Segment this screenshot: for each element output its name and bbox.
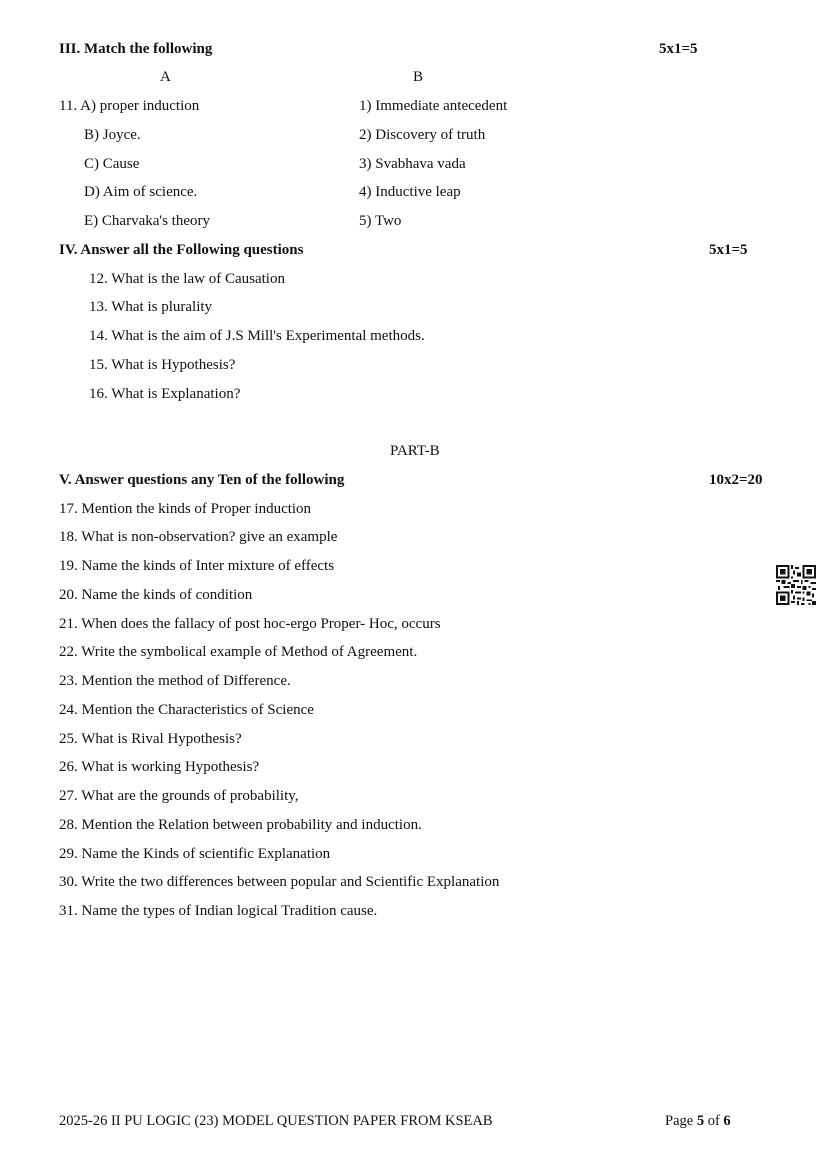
section-4-marks: 5x1=5 [709, 242, 748, 258]
section-3-marks: 5x1=5 [659, 41, 698, 57]
question-item: 24. Mention the Characteristics of Science [59, 702, 314, 718]
question-item: 31. Name the types of Indian logical Tradition cause. [59, 903, 378, 919]
match-item-b: 3) Svabhava vada [359, 156, 466, 172]
question-item: 25. What is Rival Hypothesis? [59, 731, 242, 747]
question-item: 27. What are the grounds of probability, [59, 788, 299, 804]
question-item: 19. Name the kinds of Inter mixture of effects [59, 558, 335, 574]
question-item: 23. Mention the method of Difference. [59, 673, 291, 689]
footer-page-number [665, 1112, 731, 1130]
footer-current-page: 5 [696, 1113, 705, 1129]
column-b-header: B [413, 69, 424, 85]
footer-page-word: Page [665, 1113, 694, 1129]
question-item: 12. What is the law of Causation [89, 271, 285, 287]
question-item: 21. When does the fallacy of post hoc-ergo Proper- Hoc, occurs [59, 616, 441, 632]
match-item-a: 11. A) proper induction [59, 98, 200, 114]
match-item-b: 5) Two [359, 213, 402, 229]
match-item-b: 4) Inductive leap [359, 184, 461, 200]
section-5-marks: 10x2=20 [709, 472, 763, 488]
footer-paper-title: 2025-26 II PU LOGIC (23) MODEL QUESTION PAPER FROM KSEAB [59, 1113, 493, 1129]
qr-code-icon [776, 565, 816, 605]
question-item: 13. What is plurality [89, 299, 213, 315]
question-item: 17. Mention the kinds of Proper induction [59, 501, 312, 517]
section-3-heading: III. Match the following [59, 41, 213, 57]
match-item-b: 2) Discovery of truth [359, 127, 486, 143]
question-item: 14. What is the aim of J.S Mill's Experimental methods. [89, 328, 425, 344]
question-item: 16. What is Explanation? [89, 386, 241, 402]
question-item: 29. Name the Kinds of scientific Explanation [59, 846, 331, 862]
column-a-header: A [160, 69, 171, 85]
question-item: 20. Name the kinds of condition [59, 587, 253, 603]
question-item: 26. What is working Hypothesis? [59, 759, 260, 775]
footer-of-word: of [707, 1113, 720, 1129]
match-item-a: E) Charvaka's theory [84, 213, 210, 229]
match-item-b: 1) Immediate antecedent [359, 98, 508, 114]
section-5-heading: V. Answer questions any Ten of the following [59, 472, 345, 488]
question-item: 18. What is non-observation? give an example [59, 529, 338, 545]
question-item: 22. Write the symbolical example of Method of Agreement. [59, 644, 418, 660]
match-item-a: D) Aim of science. [84, 184, 198, 200]
match-item-a: C) Cause [84, 156, 140, 172]
match-item-a: B) Joyce. [84, 127, 141, 143]
part-b-title: PART-B [390, 443, 440, 459]
section-4-heading: IV. Answer all the Following questions [59, 242, 304, 258]
question-item: 30. Write the two differences between popular and Scientific Explanation [59, 874, 500, 890]
question-item: 15. What is Hypothesis? [89, 357, 236, 373]
question-item: 28. Mention the Relation between probability and induction. [59, 817, 422, 833]
footer-total-pages: 6 [723, 1113, 731, 1129]
